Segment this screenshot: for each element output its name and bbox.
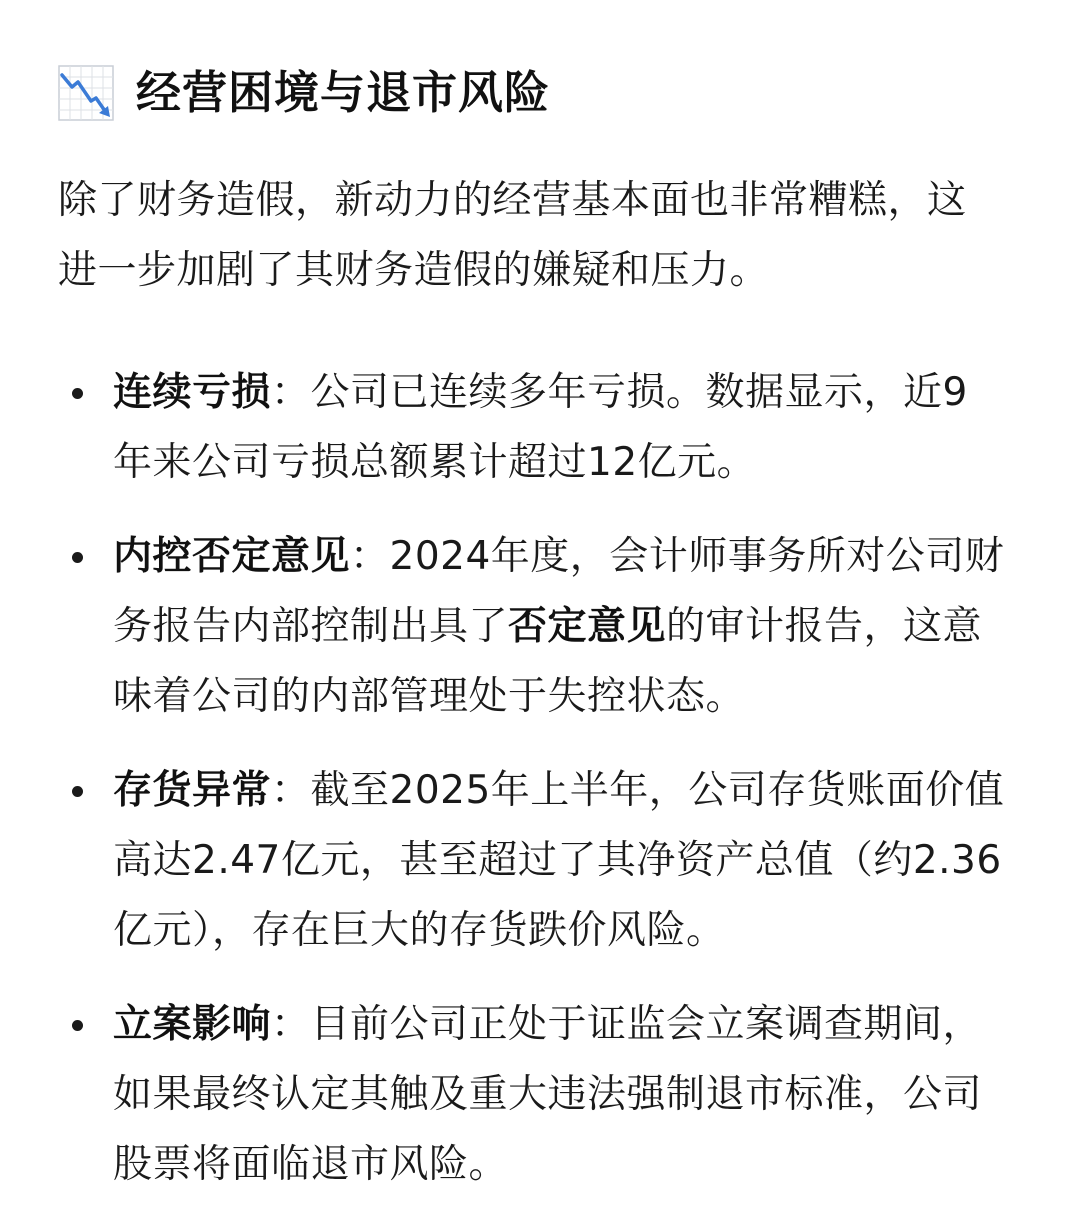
bullet-text: 公司已连续多年亏损。数据显示，近9年来公司亏损总额累计超过12亿元。 [113,370,968,485]
bullet-text: 2024年度，会计师事务所对公司财务报告内部控制出具了 [113,534,1005,649]
bullet-term: 立案影响 [113,1002,272,1047]
bullet-separator: ： [271,370,311,415]
bullet-dot [72,1020,83,1031]
section-heading [58,58,1005,128]
bullet-dot [72,388,83,399]
bullet-separator: ： [271,1002,311,1047]
bullet-emphasis: 否定意见 [508,604,667,649]
bullet-term: 连续亏损 [113,370,272,415]
page-title: 经营困境与退市风险 [136,66,551,119]
bullet-text: 目前公司正处于证监会立案调查期间，如果最终认定其触及重大违法强制退市标准，公司股票将面临退市风险。 [113,1002,983,1187]
bullet-dot [72,786,83,797]
bullet-separator: ： [350,534,390,579]
list-item [58,522,1005,732]
bullet-term: 内控否定意见 [113,534,351,579]
intro-paragraph: 除了财务造假，新动力的经营基本面也非常糟糕，这进一步加剧了其财务造假的嫌疑和压力。 [58,178,967,293]
list-item [58,358,1005,498]
chart-decreasing-icon [58,65,114,121]
bullet-dot [72,552,83,563]
bullet-text: 的审计报告，这意味着公司的内部管理处于失控状态。 [113,604,983,719]
bullet-term: 存货异常 [113,768,272,813]
list-item [58,990,1005,1200]
list-item [58,756,1005,966]
bullet-text: 截至2025年上半年，公司存货账面价值高达2.47亿元，甚至超过了其净资产总值（约2.36亿元），存在巨大的存货跌价风险。 [113,768,1005,953]
bullet-list [58,358,1005,1200]
bullet-separator: ： [271,768,311,813]
